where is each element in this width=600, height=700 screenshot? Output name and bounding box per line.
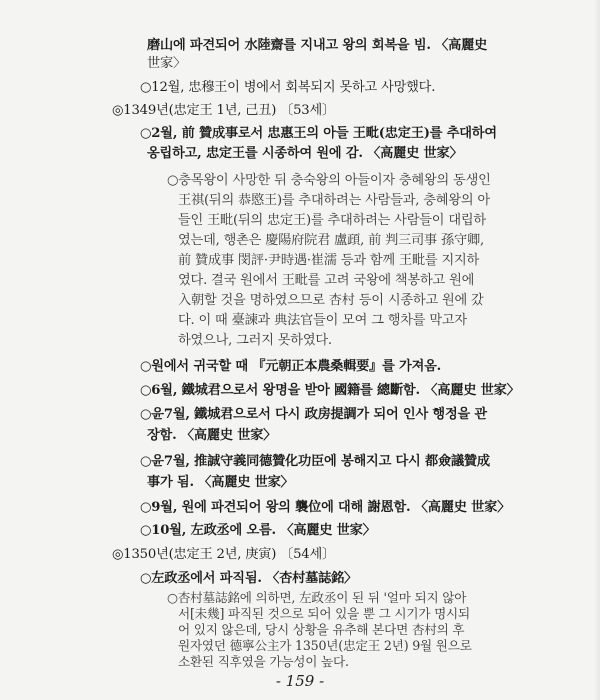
text-line: ○12월, 忠穆王이 병에서 회복되지 못하고 사망했다. bbox=[140, 80, 436, 95]
text-line: ○윤7월, 鐵城君으로서 다시 政房提調가 되어 인사 행정을 관 bbox=[140, 407, 487, 422]
commentary-line: ○충목왕이 사망한 뒤 충숙왕의 아들이자 충혜왕의 동생인 bbox=[167, 173, 491, 188]
commentary-line: 入朝할 것을 명하였으므로 杏村 등이 시종하고 원에 갔 bbox=[178, 293, 484, 308]
text-line: 世家〉 bbox=[147, 56, 186, 71]
commentary-line: 원자였던 德寧公主가 1350년(忠定王 2년) 9월 원으로 bbox=[178, 638, 472, 653]
commentary-line: 어 있지 않은데, 당시 상황을 유추해 본다면 杏村의 후 bbox=[178, 622, 465, 637]
text-line: 옹립하고, 忠定王를 시종하여 원에 감. 〈高麗史 世家〉 bbox=[147, 146, 463, 161]
year-heading: ◎1350년(忠定王 2년, 庚寅) 〔54세〕 bbox=[112, 547, 336, 562]
commentary-line: 王祺(뒤의 恭愍王)를 추대하려는 사람들과, 충혜왕의 아 bbox=[178, 193, 490, 208]
text-line: 磨山에 파견되어 水陸齋를 지내고 왕의 회복을 빔. 〈高麗史 bbox=[147, 38, 488, 53]
text-line: ○9월, 원에 파견되어 왕의 襲位에 대해 謝恩함. 〈高麗史 世家〉 bbox=[140, 500, 511, 515]
text-line: ○윤7월, 推誠守義同德贊化功臣에 봉해지고 다시 都僉議贊成 bbox=[140, 454, 490, 469]
text-line: ○2월, 前 贊成事로서 忠惠王의 아들 王毗(忠定王)를 추대하여 bbox=[140, 126, 497, 141]
commentary-line: 前 贊成事 閔評·尹時遇·崔濡 등과 함께 王毗를 지지하 bbox=[178, 253, 480, 268]
commentary-line: 들인 王毗(뒤의 忠定王)를 추대하려는 사람들이 대립하 bbox=[178, 213, 486, 228]
scan-edge-shadow bbox=[594, 0, 600, 700]
year-heading: ◎1349년(忠定王 1년, 己丑) 〔53세〕 bbox=[112, 103, 336, 118]
text-line: ○6월, 鐵城君으로서 왕명을 받아 國籍를 總斷함. 〈高麗史 世家〉 bbox=[140, 383, 520, 398]
text-line: 장함. 〈高麗史 世家〉 bbox=[147, 428, 277, 443]
commentary-line: 서[未幾] 파직된 것으로 되어 있을 뿐 그 시기가 명시되 bbox=[178, 606, 470, 621]
text-line: 事가 됨. 〈高麗史 世家〉 bbox=[147, 475, 294, 490]
text-line: ○10월, 左政丞에 오름. 〈高麗史 世家〉 bbox=[140, 523, 376, 538]
commentary-line: 소환된 직후였을 가능성이 높다. bbox=[178, 654, 349, 669]
commentary-line: 였는데, 행촌은 慶陽府院君 盧頙, 前 判三司事 孫守卿, bbox=[178, 233, 484, 248]
commentary-line: 하였으나, 그러지 못하였다. bbox=[178, 333, 332, 348]
commentary-line: ○杏村墓誌銘에 의하면, 左政丞이 된 뒤 '얼마 되지 않아 bbox=[167, 590, 467, 605]
commentary-line: 다. 이 때 臺諫과 典法官들이 모여 그 행차를 막고자 bbox=[178, 313, 467, 328]
text-line: ○左政丞에서 파직됨. 〈杏村墓誌銘〉 bbox=[140, 571, 358, 586]
commentary-line: 였다. 결국 원에서 王毗를 고려 국왕에 책봉하고 원에 bbox=[178, 273, 475, 288]
page-number: - 159 - bbox=[275, 672, 325, 690]
text-line: ○원에서 귀국할 때 『元朝正本農桑輯要』를 가져옴. bbox=[140, 359, 442, 374]
